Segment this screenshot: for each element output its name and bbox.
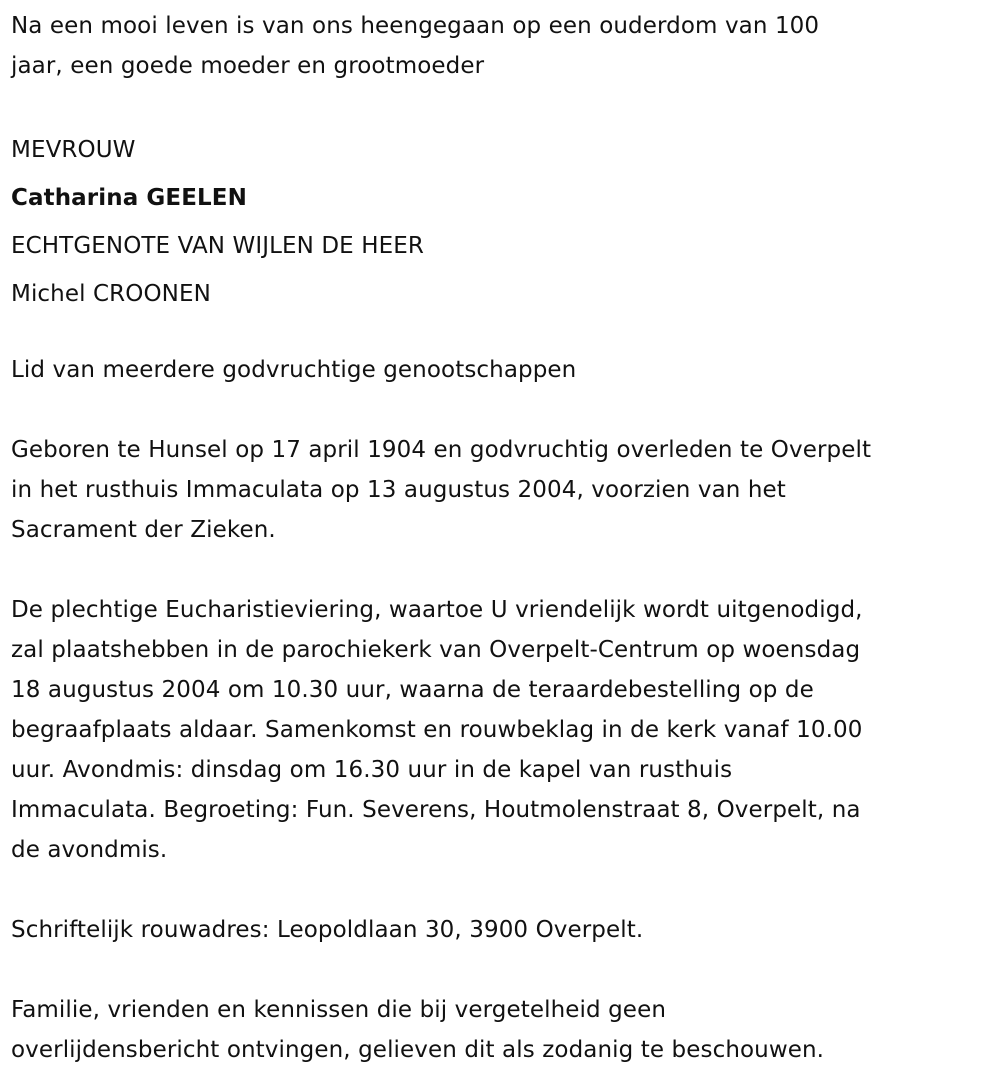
intro-line-2: jaar, een goede moeder en grootmoeder — [11, 53, 485, 79]
ceremony-line-7: de avondmis. — [11, 837, 168, 863]
ceremony-line-5: uur. Avondmis: dinsdag om 16.30 uur in de kapel van rusthuis — [11, 757, 733, 783]
deceased-block — [11, 126, 990, 318]
ceremony-paragraph — [11, 590, 990, 870]
closing-line-2: overlijdensbericht ontvingen, gelieven dit als zodanig te beschouwen. — [11, 1037, 825, 1063]
birth-death-paragraph — [11, 430, 990, 550]
birth-death-line-1: Geboren te Hunsel op 17 april 1904 en godvruchtig overleden te Overpelt — [11, 437, 872, 463]
membership-text: Lid van meerdere godvruchtige genootschappen — [11, 357, 577, 383]
intro-line-1: Na een mooi leven is van ons heengegaan op een ouderdom van 100 — [11, 13, 820, 39]
ceremony-line-4: begraafplaats aldaar. Samenkomst en rouwbeklag in de kerk vanaf 10.00 — [11, 717, 863, 743]
ceremony-line-1: De plechtige Eucharistieviering, waartoe U vriendelijk wordt uitgenodigd, — [11, 597, 863, 623]
closing-paragraph — [11, 990, 990, 1070]
ceremony-line-6: Immaculata. Begroeting: Fun. Severens, Houtmolenstraat 8, Overpelt, na — [11, 797, 861, 823]
ceremony-line-2: zal plaatshebben in de parochiekerk van Overpelt-Centrum op woensdag — [11, 637, 861, 663]
deceased-title: MEVROUW — [11, 137, 136, 163]
membership-paragraph — [11, 350, 990, 390]
deceased-name: Catharina GEELEN — [11, 185, 247, 211]
birth-death-line-2: in het rusthuis Immaculata op 13 augustus 2004, voorzien van het — [11, 477, 786, 503]
deceased-relation: ECHTGENOTE VAN WIJLEN DE HEER — [11, 233, 424, 259]
deceased-spouse: Michel CROONEN — [11, 281, 211, 307]
closing-line-1: Familie, vrienden en kennissen die bij vergetelheid geen — [11, 997, 666, 1023]
intro-paragraph — [11, 6, 990, 86]
address-text: Schriftelijk rouwadres: Leopoldlaan 30, 3900 Overpelt. — [11, 917, 644, 943]
ceremony-line-3: 18 augustus 2004 om 10.30 uur, waarna de teraardebestelling op de — [11, 677, 814, 703]
address-paragraph — [11, 910, 990, 950]
birth-death-line-3: Sacrament der Zieken. — [11, 517, 276, 543]
